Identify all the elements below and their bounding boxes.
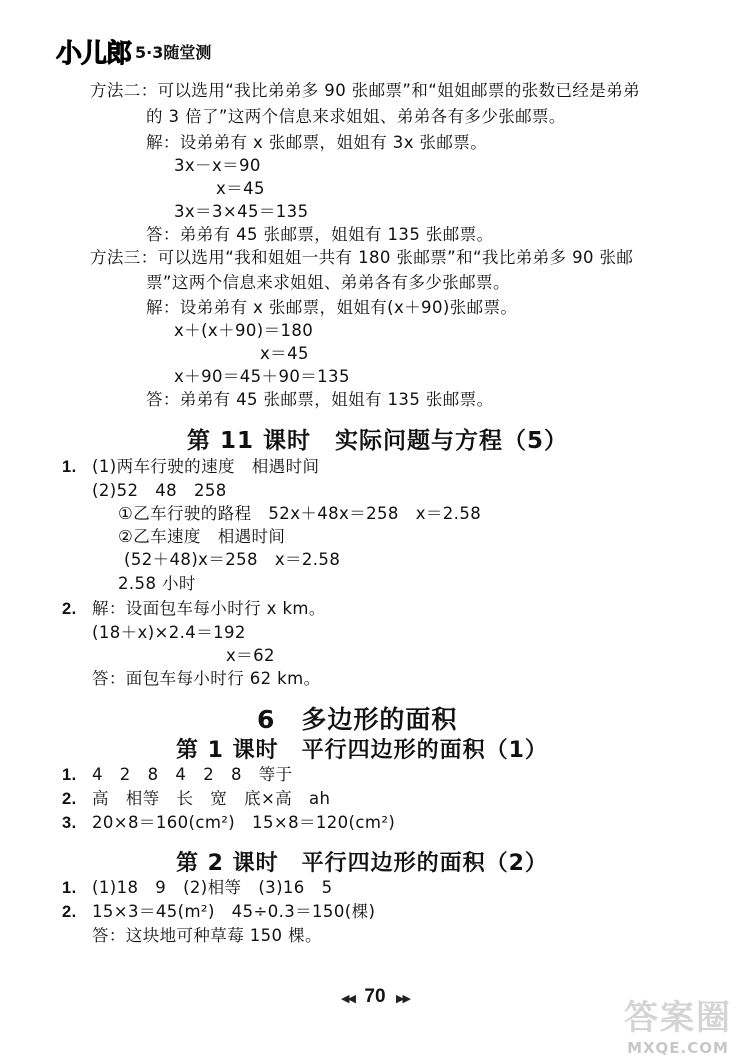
watermark-url: MXQE.COM [627,1039,729,1057]
l11-q2-line: (18＋x)×2.4＝192 [92,623,246,642]
page-number: 70 [364,986,386,1007]
l11-q1-line: (2)52 48 258 [92,481,227,500]
series-title: 5·3随堂测 [135,42,212,62]
l11-q2-line: 解：设面包车每小时行 x km。 [92,599,326,618]
equation-line: x＋90＝45＋90＝135 [174,367,350,386]
l1-q3-answer: 20×8＝160(cm²) 15×8＝120(cm²) [92,813,396,832]
l11-q2-line: 答：面包车每小时行 62 km。 [92,669,321,688]
question-number: 1. [62,458,77,476]
question-number: 1. [62,766,77,784]
lesson1-title: 第 1 课时 平行四边形的面积（1） [176,738,548,763]
watermark [624,990,732,1057]
l2-q2-answer: 15×3＝45(m²) 45÷0.3＝150(棵) [92,902,376,921]
l11-q1-line: ②乙车速度 相遇时间 [118,527,286,546]
l11-q1-line: ①乙车行驶的路程 52x＋48x＝258 x＝2.58 [118,504,482,523]
question-number: 1. [62,879,77,897]
l11-q1-line: 2.58 小时 [118,574,196,593]
lesson11-title: 第 11 课时 实际问题与方程（5） [187,428,569,454]
left-arrows-icon: ◀◀ [341,993,354,1005]
question-number: 2. [62,790,77,808]
method3-answer: 答：弟弟有 45 张邮票，姐姐有 135 张邮票。 [146,390,494,409]
watermark-logo: 答案圈 [624,998,732,1038]
l2-q2-answer-line: 答：这块地可种草莓 150 棵。 [92,926,322,945]
equation-line: x＝45 [216,179,265,198]
method3-line1: 方法三：可以选用“我和姐姐一共有 180 张邮票”和“我比弟弟多 90 张邮 [90,248,634,267]
method3-solution: 解：设弟弟有 x 张邮票，姐姐有(x＋90)张邮票。 [146,298,518,317]
method2-line2: 的 3 倍了”这两个信息来求姐姐、弟弟各有多少张邮票。 [146,107,566,126]
unit6-title: 6 多边形的面积 [257,705,458,734]
l11-q2-line: x＝62 [226,646,275,665]
series-logo [56,34,211,68]
method3-line2: 票”这两个信息来求姐姐、弟弟各有多少张邮票。 [146,273,510,292]
method2-answer: 答：弟弟有 45 张邮票，姐姐有 135 张邮票。 [146,225,494,244]
question-number: 2. [62,903,77,921]
right-arrows-icon: ▶▶ [396,993,409,1005]
lesson2-title: 第 2 课时 平行四边形的面积（2） [176,851,548,876]
equation-line: 3x－x＝90 [174,156,261,175]
logo-mark: 小儿郎 [56,38,132,69]
equation-line: x＋(x＋90)＝180 [174,321,314,340]
question-number: 2. [62,600,77,618]
l11-q1-line: (1)两车行驶的速度 相遇时间 [92,457,320,476]
l11-q1-line: (52＋48)x＝258 x＝2.58 [124,550,341,569]
equation-line: x＝45 [260,344,309,363]
method2-solution: 解：设弟弟有 x 张邮票，姐姐有 3x 张邮票。 [146,133,488,152]
equation-line: 3x＝3×45＝135 [174,202,309,221]
l1-q1-answer: 4 2 8 4 2 8 等于 [92,765,293,784]
question-number: 3. [62,814,77,832]
l1-q2-answer: 高 相等 长 宽 底×高 ah [92,789,331,808]
method2-line1: 方法二：可以选用“我比弟弟多 90 张邮票”和“姐姐邮票的张数已经是弟弟 [90,81,641,100]
l2-q1-answer: (1)18 9 (2)相等 (3)16 5 [92,878,333,897]
